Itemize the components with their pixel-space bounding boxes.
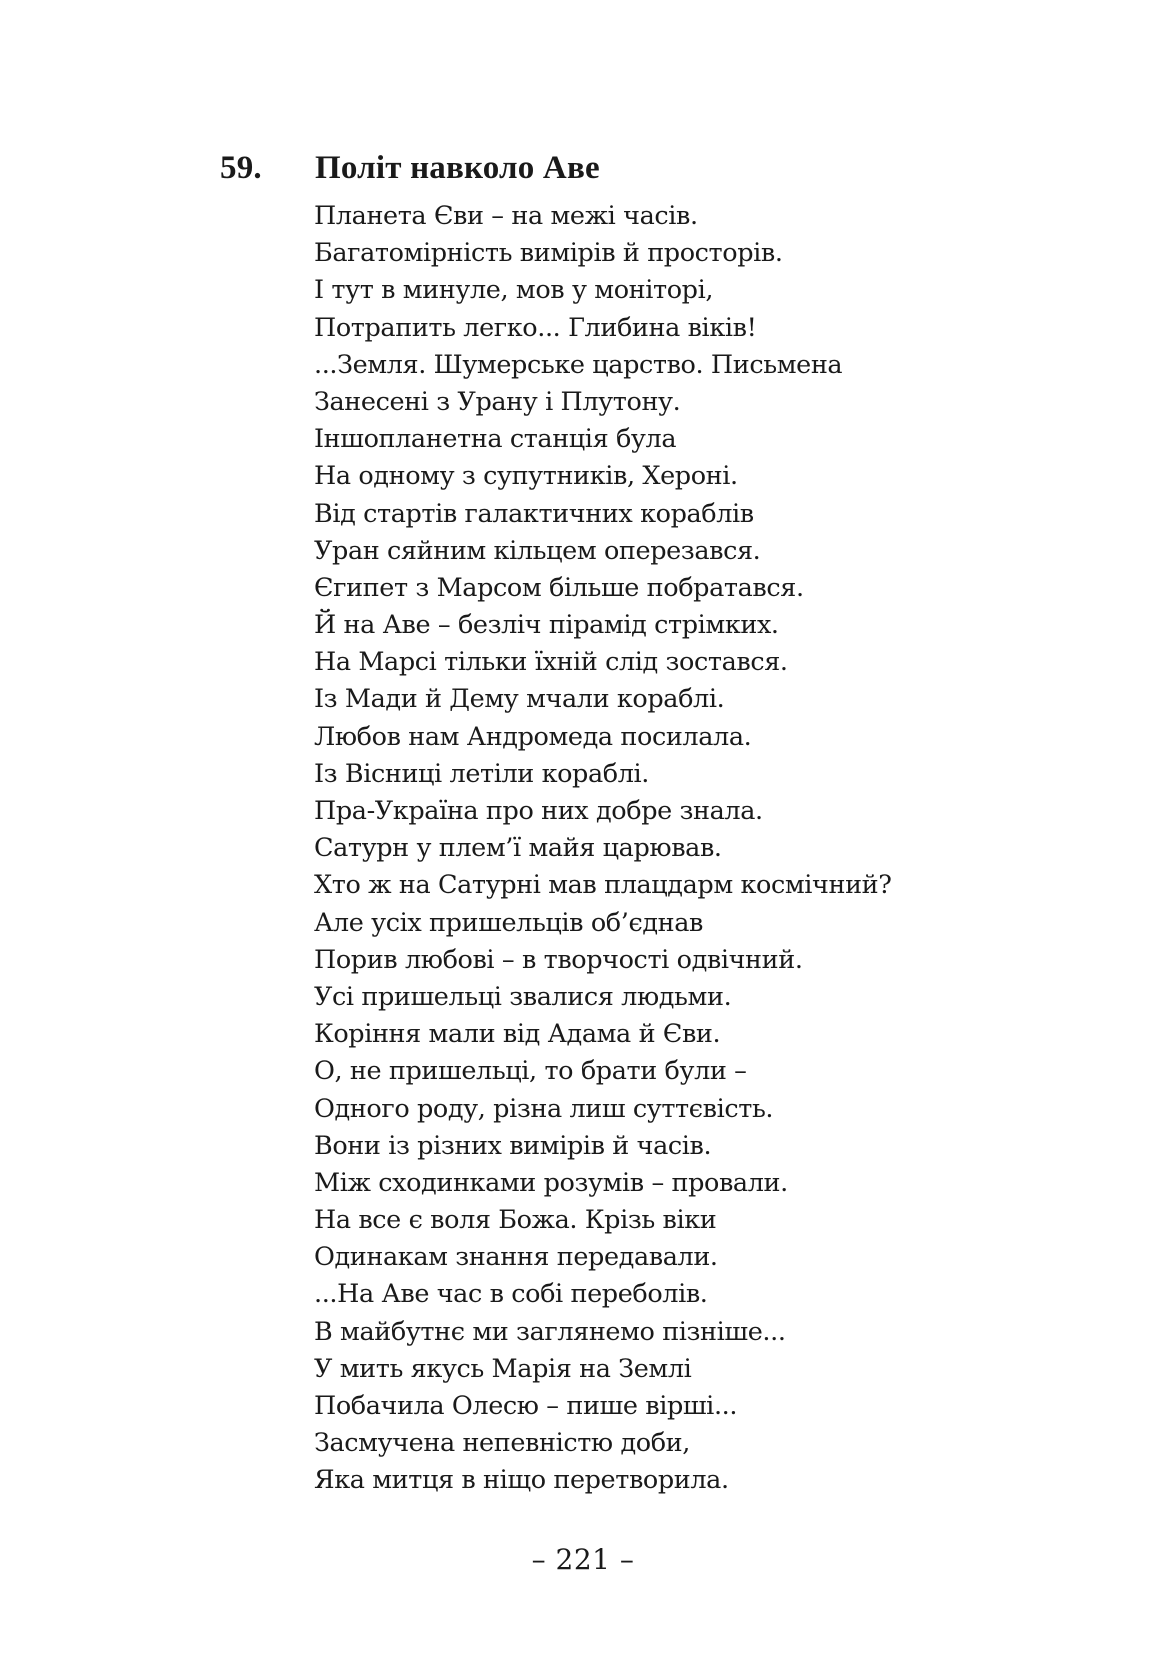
poem-line: Планета Єви – на межі часів. (314, 201, 698, 231)
poem-line: Із Мади й Дему мчали кораблі. (314, 684, 725, 715)
poem-title: Політ навколо Аве (315, 150, 600, 186)
poem-line: Засмучена непевністю доби, (314, 1428, 690, 1459)
poem-number: 59. (220, 150, 262, 186)
poem-header (220, 150, 600, 190)
poem-line: Але усіх пришельців об’єднав (314, 907, 703, 938)
poem-line: Усі пришельці звалися людьми. (314, 981, 732, 1012)
poem-line: Єгипет з Марсом більше побратався. (314, 572, 804, 603)
poem-line: Уран сяйним кільцем оперезався. (314, 535, 761, 566)
poem-line: Побачила Олесю – пише вірші... (314, 1391, 738, 1421)
poem-line: Коріння мали від Адама й Єви. (314, 1019, 721, 1050)
poem-line: Любов нам Андромеда посилала. (314, 721, 752, 752)
poem-line: Хто ж на Сатурні мав плацдарм космічний? (314, 870, 892, 901)
poem-line: Іншопланетна станція була (314, 424, 677, 455)
poem-line: Від стартів галактичних кораблів (314, 498, 754, 529)
poem-line: О, не пришельці, то брати були – (314, 1056, 747, 1087)
poem-line: Яка митця в ніщо перетворила. (314, 1465, 729, 1496)
poem-line: Потрапить легко... Глибина віків! (314, 312, 757, 343)
poem-line: Занесені з Урану і Плутону. (314, 386, 681, 417)
poem-line: Й на Аве – безліч пірамід стрімких. (314, 610, 779, 641)
poem-line: Одного роду, різна лиш суттєвість. (314, 1093, 774, 1124)
poem-line: На все є воля Божа. Крізь віки (314, 1205, 717, 1236)
poem-line: Пра-Україна про них добре знала. (314, 796, 763, 826)
poem-line: В майбутнє ми заглянемо пізніше... (314, 1316, 786, 1347)
poem-line: На одному з супутників, Хероні. (314, 461, 738, 492)
poem-line: На Марсі тільки їхній слід зостався. (314, 647, 788, 678)
poem-line: У мить якусь Марія на Землі (314, 1353, 692, 1384)
poem-line: Вони із різних вимірів й часів. (314, 1130, 712, 1161)
poem-line: Багатомірність вимірів й просторів. (314, 238, 783, 269)
poem-line: Між сходинками розумів – провали. (314, 1167, 788, 1198)
poem-line: Порив любові – в творчості одвічний. (314, 944, 803, 975)
poem-line: І тут в минуле, мов у моніторі, (314, 275, 714, 306)
poem-line: ...Земля. Шумерське царство. Письмена (314, 349, 843, 380)
poem-line: Із Вісниці летіли кораблі. (314, 758, 649, 789)
poem-line: Сатурн у плем’ї майя царював. (314, 833, 722, 864)
poem-body (314, 198, 892, 1500)
poem-line: Одинакам знання передавали. (314, 1242, 718, 1273)
page-number: – 221 – (531, 1543, 635, 1576)
poem-line: ...На Аве час в собі переболів. (314, 1279, 708, 1310)
